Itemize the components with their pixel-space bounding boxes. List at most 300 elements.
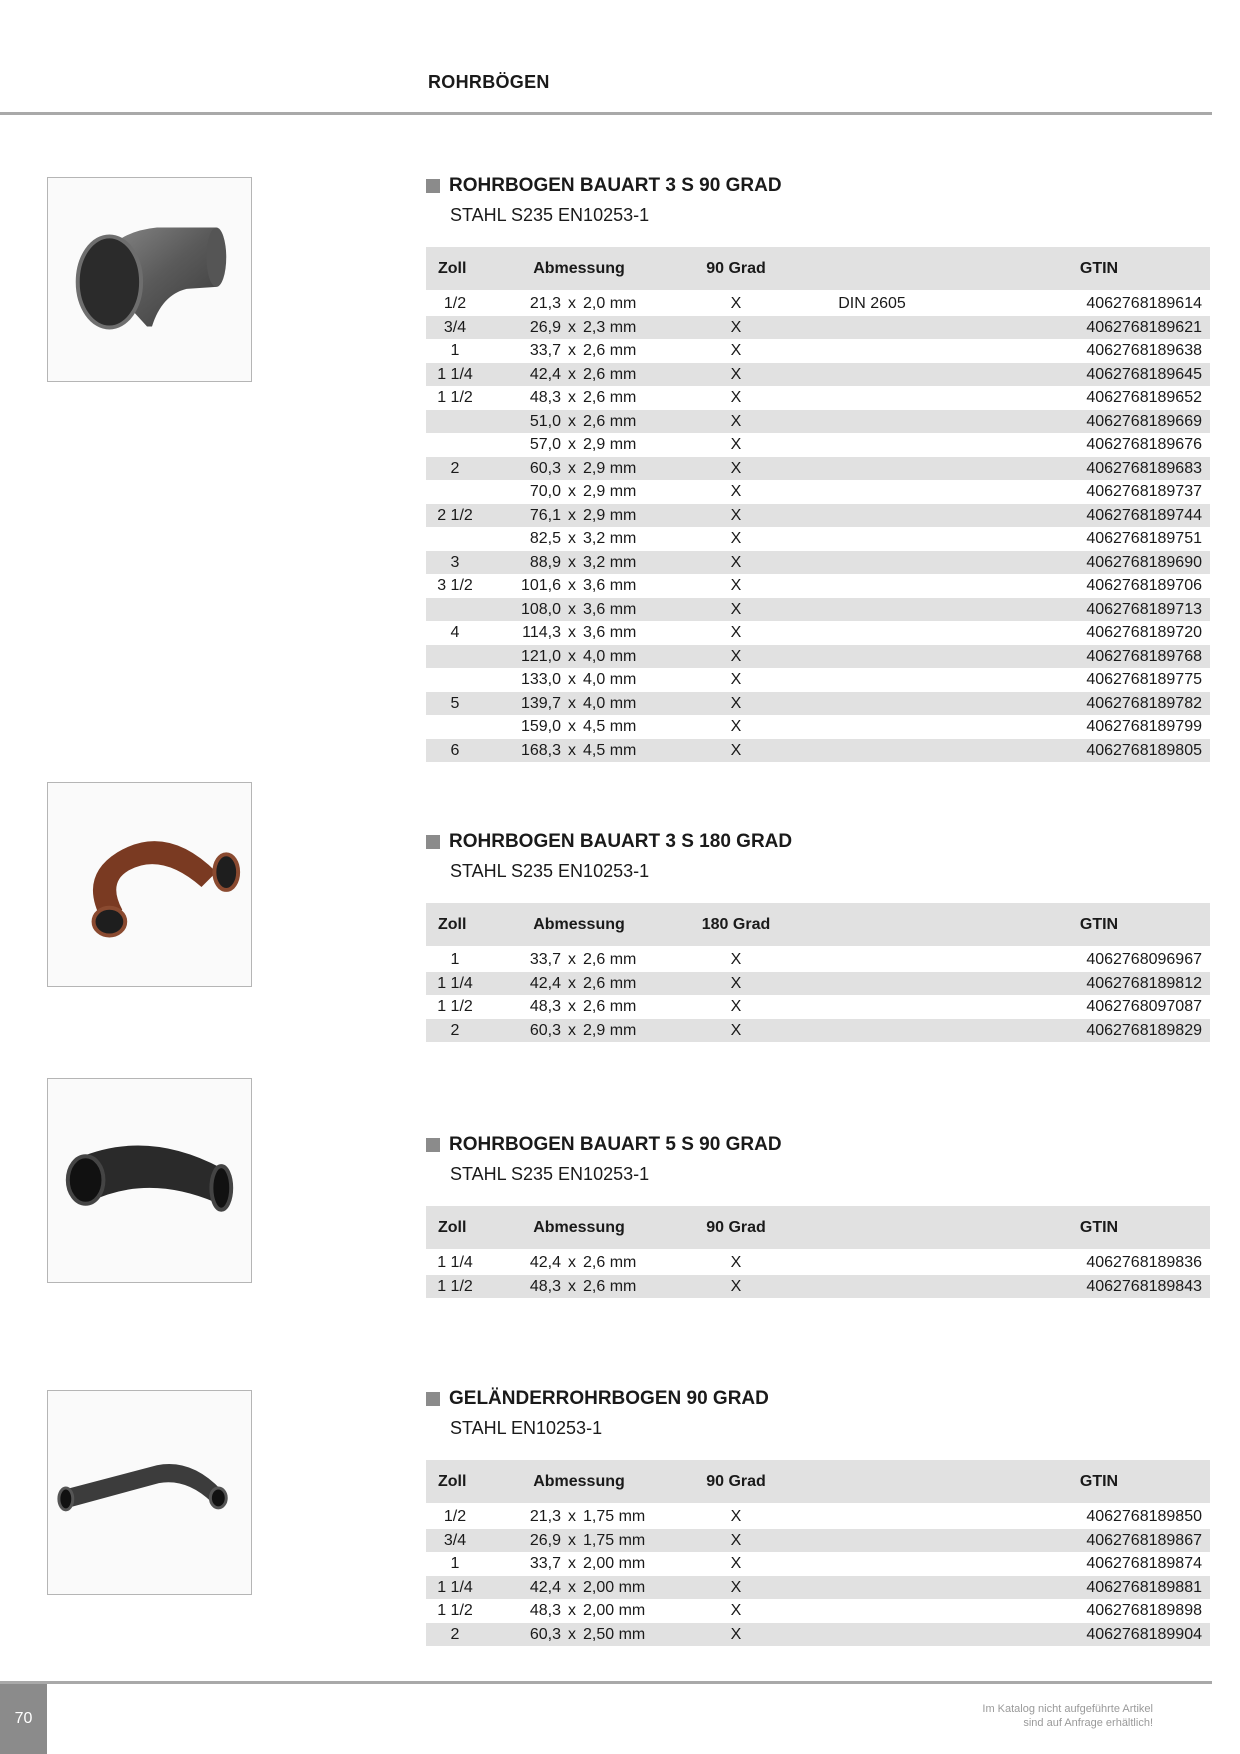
table-row	[426, 386, 1210, 410]
cell-abmessung	[484, 480, 674, 504]
table-row	[426, 1599, 1210, 1623]
cell-diameter: 48,3	[529, 998, 561, 1016]
cell-abmessung	[484, 645, 674, 669]
cell-zoll: 1 1/4	[426, 1576, 484, 1600]
col-header-abmessung: Abmessung	[484, 903, 674, 946]
col-header-grad: 90 Grad	[674, 247, 798, 290]
col-header-gtin: GTIN	[946, 1460, 1210, 1503]
product-image-elbow-180	[47, 782, 252, 987]
cell-gtin: 4062768189867	[946, 1529, 1210, 1553]
cell-times: x	[568, 951, 576, 969]
col-header-abmessung: Abmessung	[484, 1460, 674, 1503]
cell-grad: X	[730, 577, 742, 595]
col-header-abmessung: Abmessung	[484, 1206, 674, 1249]
cell-abmessung	[484, 316, 674, 340]
cell-gtin: 4062768189676	[1086, 436, 1202, 454]
cell-grad: X	[730, 1602, 742, 1620]
cell-grad: X	[674, 457, 798, 481]
cell-thickness: 2,00 mm	[583, 1578, 646, 1596]
cell-diameter: 133,0	[520, 671, 561, 689]
cell-zoll	[426, 433, 484, 457]
cell-grad: X	[674, 363, 798, 387]
cell-zoll: 1 1/4	[426, 972, 484, 996]
cell-abmessung	[484, 363, 674, 387]
cell-thickness: 4,0 mm	[583, 647, 637, 665]
cell-times: x	[568, 1277, 576, 1295]
cell-gtin: 4062768189652	[1086, 389, 1202, 407]
cell-grad: X	[730, 389, 742, 407]
cell-norm	[798, 480, 946, 504]
cell-gtin: 4062768189614	[1086, 295, 1202, 313]
cell-diameter: 60,3	[529, 1021, 561, 1039]
table-row	[426, 995, 1210, 1019]
table-row	[426, 1019, 1210, 1043]
table-row	[426, 290, 1210, 316]
table-row	[426, 363, 1210, 387]
cell-grad: X	[730, 295, 742, 313]
cell-abmessung	[484, 527, 674, 551]
cell-thickness: 2,6 mm	[583, 974, 637, 992]
cell-zoll: 1	[450, 1555, 460, 1573]
col-header-norm	[798, 1460, 946, 1503]
cell-diameter: 21,3	[529, 1508, 561, 1526]
cell-thickness: 2,6 mm	[583, 389, 637, 407]
col-header-grad: 90 Grad	[674, 1460, 798, 1503]
cell-zoll: 1 1/4	[426, 363, 484, 387]
cell-grad: X	[730, 718, 742, 736]
cell-times: x	[568, 1555, 576, 1573]
cell-norm	[798, 1019, 946, 1043]
cell-abmessung	[484, 433, 674, 457]
cell-thickness: 2,6 mm	[583, 365, 637, 383]
cell-diameter: 60,3	[529, 459, 561, 477]
cell-times: x	[568, 459, 576, 477]
table-header-row	[426, 247, 1210, 290]
cell-diameter: 48,3	[529, 1602, 561, 1620]
cell-times: x	[568, 974, 576, 992]
cell-gtin: 4062768097087	[1086, 998, 1202, 1016]
cell-grad: X	[730, 530, 742, 548]
cell-thickness: 3,6 mm	[583, 577, 637, 595]
cell-thickness: 1,75 mm	[583, 1508, 646, 1526]
cell-zoll: 1 1/2	[437, 998, 473, 1016]
cell-norm	[798, 433, 946, 457]
cell-zoll: 6	[426, 739, 484, 763]
cell-diameter: 33,7	[529, 342, 561, 360]
cell-thickness: 4,0 mm	[583, 671, 637, 689]
cell-diameter: 42,4	[529, 1254, 561, 1272]
cell-times: x	[568, 998, 576, 1016]
table-header-row	[426, 903, 1210, 946]
cell-abmessung	[484, 504, 674, 528]
cell-zoll	[426, 527, 484, 551]
cell-gtin: 4062768189638	[1086, 342, 1202, 360]
cell-thickness: 2,6 mm	[583, 998, 637, 1016]
table-row	[426, 692, 1210, 716]
cell-zoll: 3/4	[426, 1529, 484, 1553]
cell-grad: X	[674, 598, 798, 622]
cell-grad: X	[674, 645, 798, 669]
cell-times: x	[568, 1254, 576, 1272]
cell-gtin: 4062768189621	[946, 316, 1210, 340]
elbow-90-illustration	[48, 178, 251, 381]
cell-thickness: 2,6 mm	[583, 412, 637, 430]
cell-norm	[798, 1576, 946, 1600]
cell-zoll	[426, 715, 484, 739]
cell-zoll: 1/2	[443, 1508, 467, 1526]
cell-zoll: 1 1/2	[437, 1602, 473, 1620]
cell-diameter: 101,6	[520, 577, 561, 595]
cell-grad: X	[674, 692, 798, 716]
table-row	[426, 1552, 1210, 1576]
cell-norm	[798, 692, 946, 716]
cell-grad: X	[730, 951, 742, 969]
cell-abmessung	[484, 290, 674, 316]
cell-zoll: 5	[426, 692, 484, 716]
table-row	[426, 1529, 1210, 1553]
table-row	[426, 621, 1210, 645]
table-row	[426, 1576, 1210, 1600]
elbow-180-illustration	[48, 783, 251, 986]
cell-thickness: 2,9 mm	[583, 506, 637, 524]
cell-zoll	[426, 598, 484, 622]
cell-norm	[798, 551, 946, 575]
table-row	[426, 972, 1210, 996]
section-bauart-3s-180	[426, 829, 1202, 1042]
cell-gtin: 4062768189744	[946, 504, 1210, 528]
cell-times: x	[568, 389, 576, 407]
cell-diameter: 42,4	[529, 974, 561, 992]
cell-gtin: 4062768189669	[946, 410, 1210, 434]
col-header-grad: 180 Grad	[674, 903, 798, 946]
cell-thickness: 3,2 mm	[583, 530, 637, 548]
cell-times: x	[568, 318, 576, 336]
cell-norm	[798, 574, 946, 598]
cell-abmessung	[484, 1552, 674, 1576]
cell-norm	[798, 739, 946, 763]
table-row	[426, 598, 1210, 622]
cell-norm	[798, 386, 946, 410]
cell-abmessung	[484, 668, 674, 692]
cell-zoll: 1 1/4	[437, 1254, 473, 1272]
cell-gtin: 4062768189720	[1086, 624, 1202, 642]
cell-diameter: 114,3	[522, 624, 561, 642]
cell-norm	[798, 645, 946, 669]
cell-gtin: 4062768189782	[946, 692, 1210, 716]
table-row	[426, 574, 1210, 598]
table-row	[426, 480, 1210, 504]
cell-thickness: 2,6 mm	[583, 1277, 637, 1295]
cell-norm	[798, 410, 946, 434]
cell-times: x	[568, 718, 576, 736]
cell-zoll: 2	[426, 1623, 484, 1647]
col-header-norm	[798, 247, 946, 290]
col-header-zoll: Zoll	[426, 1460, 484, 1503]
cell-times: x	[568, 483, 576, 501]
cell-diameter: 82,5	[529, 530, 561, 548]
section-gelaenderrohrbogen	[426, 1386, 1202, 1646]
cell-thickness: 2,00 mm	[583, 1602, 646, 1620]
cell-abmessung	[484, 1529, 674, 1553]
product-image-railing-elbow	[47, 1390, 252, 1595]
cell-zoll: 2	[426, 1019, 484, 1043]
cell-thickness: 1,75 mm	[583, 1531, 646, 1549]
cell-diameter: 121,0	[520, 647, 561, 665]
table-row	[426, 946, 1210, 972]
section-subtitle: STAHL S235 EN10253-1	[450, 205, 650, 225]
cell-thickness: 2,6 mm	[583, 1254, 637, 1272]
cell-abmessung	[484, 339, 674, 363]
cell-grad: X	[674, 504, 798, 528]
cell-diameter: 48,3	[529, 389, 561, 407]
cell-gtin: 4062768189713	[946, 598, 1210, 622]
cell-abmessung	[484, 551, 674, 575]
table-row	[426, 410, 1210, 434]
cell-times: x	[568, 624, 576, 642]
cell-times: x	[568, 412, 576, 430]
bullet-square-icon	[426, 1392, 440, 1406]
col-header-zoll: Zoll	[426, 1206, 484, 1249]
cell-thickness: 3,6 mm	[583, 624, 637, 642]
cell-diameter: 26,9	[529, 318, 561, 336]
cell-times: x	[568, 600, 576, 618]
cell-thickness: 2,9 mm	[583, 483, 637, 501]
cell-gtin: 4062768189874	[1086, 1555, 1202, 1573]
cell-grad: X	[674, 551, 798, 575]
section-subtitle: STAHL S235 EN10253-1	[450, 861, 650, 881]
cell-zoll: 4	[450, 624, 460, 642]
table-row	[426, 715, 1210, 739]
table-row	[426, 1623, 1210, 1647]
cell-times: x	[568, 1021, 576, 1039]
cell-diameter: 168,3	[520, 741, 561, 759]
cell-zoll	[426, 645, 484, 669]
cell-times: x	[568, 1578, 576, 1596]
cell-grad: X	[674, 1019, 798, 1043]
cell-thickness: 2,50 mm	[583, 1625, 646, 1643]
cell-times: x	[568, 436, 576, 454]
cell-times: x	[568, 342, 576, 360]
cell-norm	[798, 1599, 946, 1623]
page-number: 70	[0, 1684, 47, 1754]
cell-gtin: 4062768189881	[946, 1576, 1210, 1600]
section-subtitle: STAHL EN10253-1	[450, 1418, 603, 1438]
product-image-elbow-5s	[47, 1078, 252, 1283]
cell-norm	[798, 363, 946, 387]
cell-diameter: 159,0	[520, 718, 561, 736]
cell-gtin: 4062768189850	[1086, 1508, 1202, 1526]
cell-times: x	[568, 671, 576, 689]
cell-abmessung	[484, 739, 674, 763]
cell-diameter: 21,3	[529, 295, 561, 313]
cell-abmessung	[484, 621, 674, 645]
cell-grad: X	[730, 1508, 742, 1526]
cell-abmessung	[484, 1599, 674, 1623]
cell-diameter: 26,9	[529, 1531, 561, 1549]
cell-gtin: 4062768189706	[1086, 577, 1202, 595]
cell-abmessung	[484, 1019, 674, 1043]
cell-grad: X	[730, 671, 742, 689]
cell-norm	[798, 457, 946, 481]
cell-gtin: 4062768189751	[1086, 530, 1202, 548]
section-title: GELÄNDERROHRBOGEN 90 GRAD	[426, 1386, 1152, 1412]
cell-grad: X	[674, 972, 798, 996]
bullet-square-icon	[426, 1138, 440, 1152]
cell-diameter: 51,0	[529, 412, 561, 430]
cell-zoll: 3/4	[426, 316, 484, 340]
cell-grad: X	[730, 998, 742, 1016]
cell-abmessung	[484, 574, 674, 598]
cell-diameter: 70,0	[529, 483, 561, 501]
table-row	[426, 739, 1210, 763]
cell-diameter: 88,9	[529, 553, 561, 571]
cell-thickness: 3,2 mm	[583, 553, 637, 571]
cell-grad: X	[730, 624, 742, 642]
railing-elbow-illustration	[48, 1391, 251, 1594]
cell-times: x	[568, 1625, 576, 1643]
col-header-zoll: Zoll	[426, 247, 484, 290]
table-row	[426, 1249, 1210, 1275]
table-header-row	[426, 1206, 1210, 1249]
table-row	[426, 316, 1210, 340]
cell-norm: DIN 2605	[838, 295, 906, 313]
col-header-zoll: Zoll	[426, 903, 484, 946]
cell-diameter: 42,4	[529, 365, 561, 383]
cell-grad: X	[674, 410, 798, 434]
cell-abmessung	[484, 1576, 674, 1600]
cell-gtin: 4062768189683	[946, 457, 1210, 481]
table-row	[426, 457, 1210, 481]
col-header-gtin: GTIN	[946, 1206, 1210, 1249]
section-bauart-5s-90	[426, 1132, 1202, 1298]
table-row	[426, 504, 1210, 528]
cell-diameter: 57,0	[529, 436, 561, 454]
cell-zoll: 2	[426, 457, 484, 481]
cell-times: x	[568, 506, 576, 524]
section-bauart-3s-90	[426, 173, 1202, 762]
table-row	[426, 527, 1210, 551]
cell-norm	[798, 316, 946, 340]
cell-diameter: 33,7	[529, 1555, 561, 1573]
cell-grad: X	[730, 342, 742, 360]
cell-norm	[798, 972, 946, 996]
section-title: ROHRBOGEN BAUART 3 S 90 GRAD	[426, 173, 1152, 199]
cell-norm	[798, 715, 946, 739]
cell-thickness: 2,00 mm	[583, 1555, 646, 1573]
cell-norm	[798, 1623, 946, 1647]
bullet-square-icon	[426, 835, 440, 849]
cell-zoll: 1/2	[443, 295, 467, 313]
cell-norm	[798, 995, 946, 1019]
cell-zoll: 1 1/2	[437, 389, 473, 407]
cell-gtin: 4062768189805	[946, 739, 1210, 763]
cell-times: x	[568, 530, 576, 548]
cell-diameter: 48,3	[529, 1277, 561, 1295]
cell-abmessung	[484, 715, 674, 739]
cell-diameter: 108,0	[520, 600, 561, 618]
table-row	[426, 339, 1210, 363]
cell-gtin: 4062768189898	[1086, 1602, 1202, 1620]
cell-zoll: 1 1/2	[426, 1275, 484, 1299]
cell-thickness: 4,5 mm	[583, 718, 637, 736]
section-title: ROHRBOGEN BAUART 3 S 180 GRAD	[426, 829, 1152, 855]
cell-gtin: 4062768189768	[946, 645, 1210, 669]
cell-norm	[798, 527, 946, 551]
table-row	[426, 668, 1210, 692]
bullet-square-icon	[426, 179, 440, 193]
cell-gtin: 4062768189829	[946, 1019, 1210, 1043]
cell-abmessung	[484, 1249, 674, 1275]
cell-thickness: 2,3 mm	[583, 318, 637, 336]
cell-diameter: 76,1	[529, 506, 561, 524]
cell-thickness: 2,9 mm	[583, 436, 637, 454]
cell-thickness: 4,5 mm	[583, 741, 637, 759]
cell-gtin: 4062768189775	[1086, 671, 1202, 689]
table-row	[426, 1503, 1210, 1529]
cell-zoll: 2 1/2	[426, 504, 484, 528]
footer-divider	[0, 1681, 1212, 1684]
table-header-row	[426, 1460, 1210, 1503]
cell-norm	[798, 946, 946, 972]
col-header-norm	[798, 903, 946, 946]
cell-abmessung	[484, 1623, 674, 1647]
cell-thickness: 3,6 mm	[583, 600, 637, 618]
footer-note-line1: Im Katalog nicht aufgeführte Artikel	[982, 1703, 1153, 1715]
cell-zoll: 3	[426, 551, 484, 575]
table-row	[426, 551, 1210, 575]
cell-thickness: 2,0 mm	[583, 295, 637, 313]
cell-times: x	[568, 694, 576, 712]
cell-gtin: 4062768189737	[1086, 483, 1202, 501]
cell-norm	[798, 598, 946, 622]
cell-norm	[798, 339, 946, 363]
cell-norm	[798, 1529, 946, 1553]
cell-times: x	[568, 1508, 576, 1526]
cell-thickness: 4,0 mm	[583, 694, 637, 712]
cell-abmessung	[484, 457, 674, 481]
cell-grad: X	[674, 1275, 798, 1299]
cell-diameter: 139,7	[520, 694, 561, 712]
cell-times: x	[568, 365, 576, 383]
cell-thickness: 2,9 mm	[583, 459, 637, 477]
cell-grad: X	[674, 1529, 798, 1553]
cell-norm	[798, 1503, 946, 1529]
cell-norm	[798, 1552, 946, 1576]
cell-thickness: 2,6 mm	[583, 342, 637, 360]
spec-table	[426, 1206, 1210, 1298]
cell-thickness: 2,9 mm	[583, 1021, 637, 1039]
page-title: ROHRBÖGEN	[428, 72, 550, 92]
cell-diameter: 33,7	[529, 951, 561, 969]
cell-gtin: 4062768096967	[1086, 951, 1202, 969]
cell-gtin: 4062768189812	[946, 972, 1210, 996]
cell-norm	[798, 504, 946, 528]
spec-table	[426, 247, 1210, 762]
cell-zoll	[426, 410, 484, 434]
product-image-elbow-90	[47, 177, 252, 382]
footer-note	[982, 1702, 1153, 1730]
table-row	[426, 1275, 1210, 1299]
col-header-grad: 90 Grad	[674, 1206, 798, 1249]
cell-grad: X	[674, 1623, 798, 1647]
col-header-gtin: GTIN	[946, 247, 1210, 290]
cell-times: x	[568, 741, 576, 759]
cell-norm	[798, 1249, 946, 1275]
cell-grad: X	[730, 436, 742, 454]
cell-zoll	[426, 668, 484, 692]
cell-grad: X	[730, 1555, 742, 1573]
col-header-gtin: GTIN	[946, 903, 1210, 946]
